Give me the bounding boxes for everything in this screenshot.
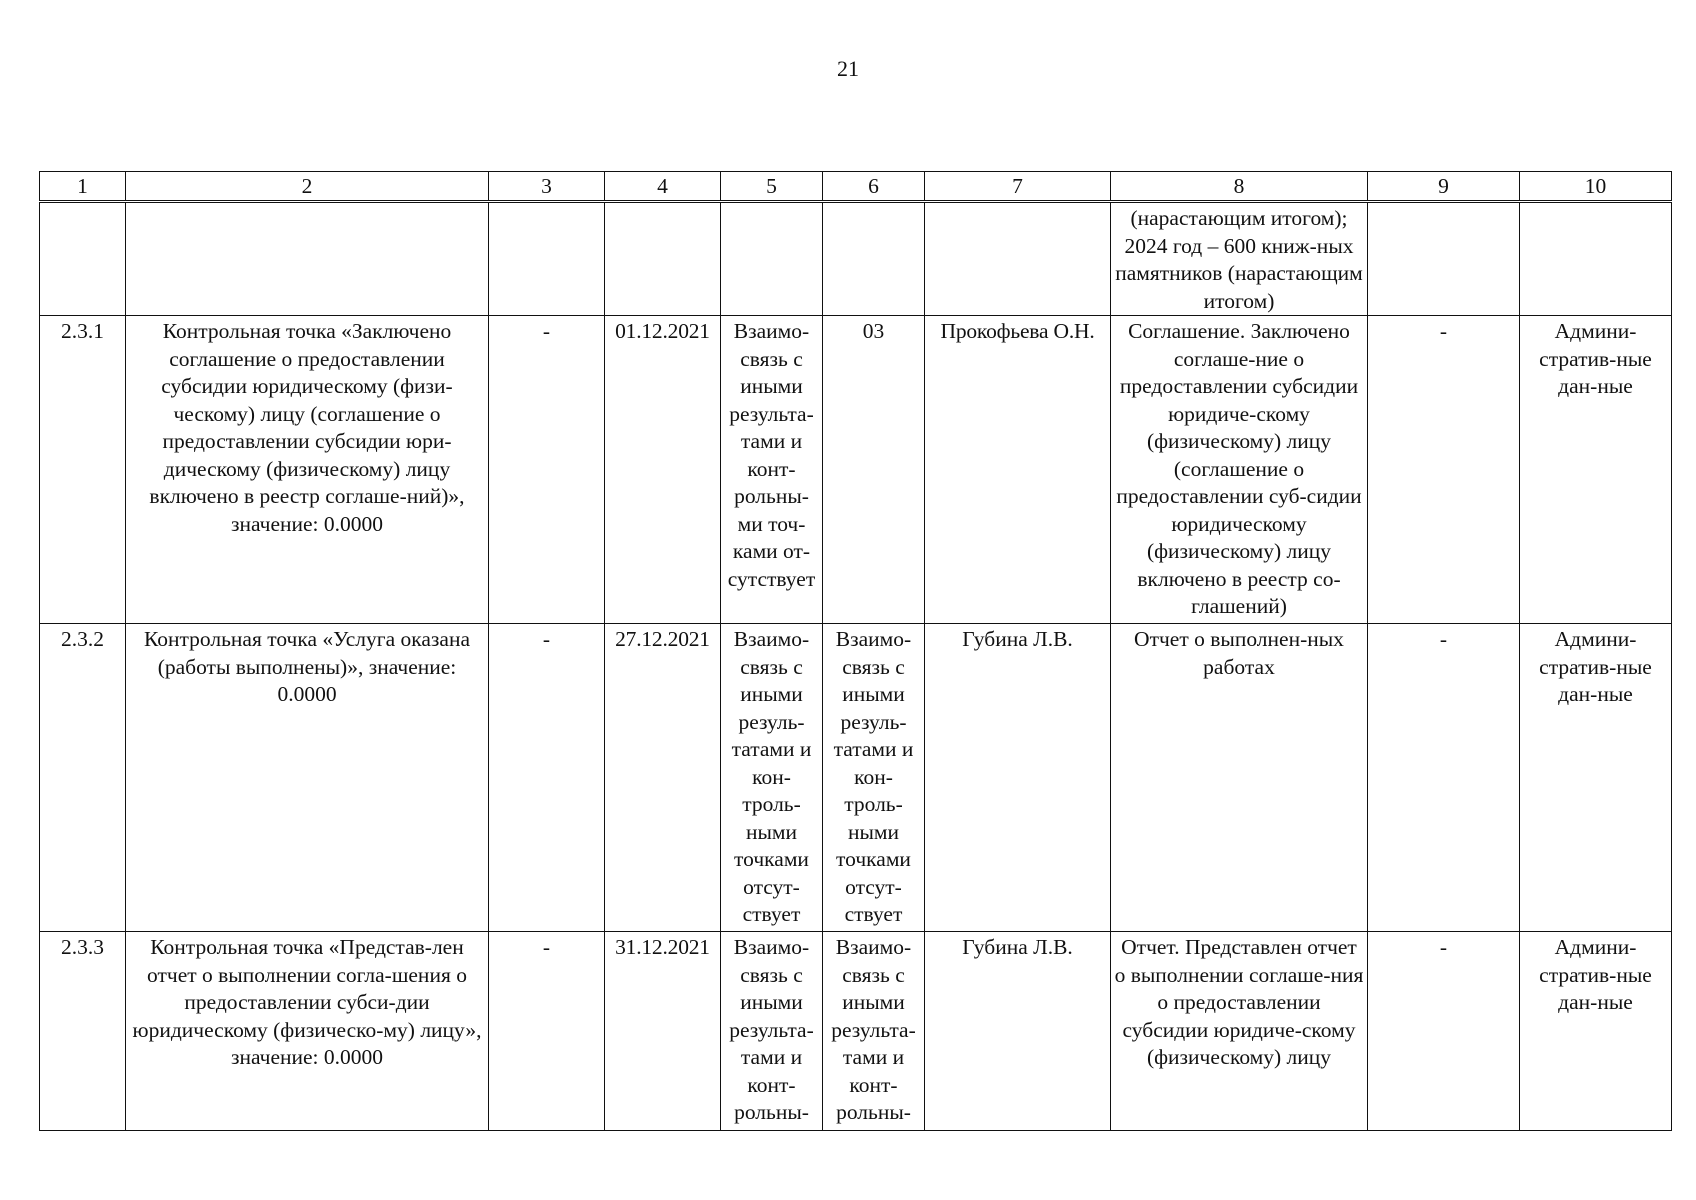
cell-relation: Взаимо-связь с иными результа-тами и конт-рольны-ми точ-ками от-сутствует <box>721 316 823 624</box>
col-header-6: 6 <box>823 172 925 202</box>
col-header-5: 5 <box>721 172 823 202</box>
cell-info-source: Админи-стратив-ные дан-ные <box>1520 316 1672 624</box>
cell-col3: - <box>489 624 605 932</box>
cell-info-source: Админи-стратив-ные дан-ные <box>1520 624 1672 932</box>
table-row <box>40 316 1672 624</box>
cell-relation: Взаимо-связь с иными результа-тами и конт-рольны- <box>823 932 925 1131</box>
cell-empty <box>40 202 126 316</box>
cell-responsible: Губина Л.В. <box>925 932 1111 1131</box>
cell-document: Соглашение. Заключено соглаше-ние о предоставлении субсидии юридиче-скому (физическому) лицу (соглашение о предоставлении суб-сидии юридическому (физическому) лицу включено в реестр со-глашений) <box>1111 316 1368 624</box>
col-header-7: 7 <box>925 172 1111 202</box>
cell-number: 2.3.3 <box>40 932 126 1131</box>
cell-col9: - <box>1368 624 1520 932</box>
cell-info-source: Админи-стратив-ные дан-ные <box>1520 932 1672 1131</box>
table-row <box>40 624 1672 932</box>
cell-empty <box>605 202 721 316</box>
cell-empty <box>721 202 823 316</box>
cell-empty <box>126 202 489 316</box>
cell-document-continuation: (нарастающим итогом); 2024 год – 600 книж-ных памятников (нарастающим итогом) <box>1111 202 1368 316</box>
cell-document: Отчет. Представлен отчет о выполнении соглаше-ния о предоставлении субсидии юридиче-скому (физическому) лицу <box>1111 932 1368 1131</box>
cell-date: 27.12.2021 <box>605 624 721 932</box>
col-header-8: 8 <box>1111 172 1368 202</box>
col-header-2: 2 <box>126 172 489 202</box>
col-header-3: 3 <box>489 172 605 202</box>
col-header-9: 9 <box>1368 172 1520 202</box>
table-row-continuation <box>40 202 1672 316</box>
cell-col3: - <box>489 316 605 624</box>
col-header-1: 1 <box>40 172 126 202</box>
cell-col6: 03 <box>823 316 925 624</box>
plan-table <box>39 171 1672 1131</box>
cell-document: Отчет о выполнен-ных работах <box>1111 624 1368 932</box>
cell-number: 2.3.1 <box>40 316 126 624</box>
col-header-4: 4 <box>605 172 721 202</box>
table-row <box>40 932 1672 1131</box>
header-row <box>40 172 1672 202</box>
cell-number: 2.3.2 <box>40 624 126 932</box>
cell-col9: - <box>1368 316 1520 624</box>
page-number: 21 <box>837 56 859 81</box>
cell-empty <box>489 202 605 316</box>
cell-date: 01.12.2021 <box>605 316 721 624</box>
cell-empty <box>1368 202 1520 316</box>
cell-col9: - <box>1368 932 1520 1131</box>
cell-col3: - <box>489 932 605 1131</box>
cell-empty <box>1520 202 1672 316</box>
cell-empty <box>925 202 1111 316</box>
cell-responsible: Прокофьева О.Н. <box>925 316 1111 624</box>
cell-relation: Взаимо-связь с иными резуль-татами и кон-троль-ными точками отсут-ствует <box>721 624 823 932</box>
cell-control-point: Контрольная точка «Услуга оказана (работы выполнены)», значение: 0.0000 <box>126 624 489 932</box>
cell-control-point: Контрольная точка «Заключено соглашение о предоставлении субсидии юридическому (физи-ческому) лицу (соглашение о предоставлении субсидии юри-дическому (физическому) лицу включено в реестр соглаше-ний)», значение: 0.0000 <box>126 316 489 624</box>
col-header-10: 10 <box>1520 172 1672 202</box>
cell-empty <box>823 202 925 316</box>
cell-date: 31.12.2021 <box>605 932 721 1131</box>
cell-responsible: Губина Л.В. <box>925 624 1111 932</box>
cell-relation: Взаимо-связь с иными резуль-татами и кон-троль-ными точками отсут-ствует <box>823 624 925 932</box>
cell-control-point: Контрольная точка «Представ-лен отчет о выполнении согла-шения о предоставлении субси-дии юридическому (физическо-му) лицу», значение: 0.0000 <box>126 932 489 1131</box>
cell-relation: Взаимо-связь с иными результа-тами и конт-рольны- <box>721 932 823 1131</box>
